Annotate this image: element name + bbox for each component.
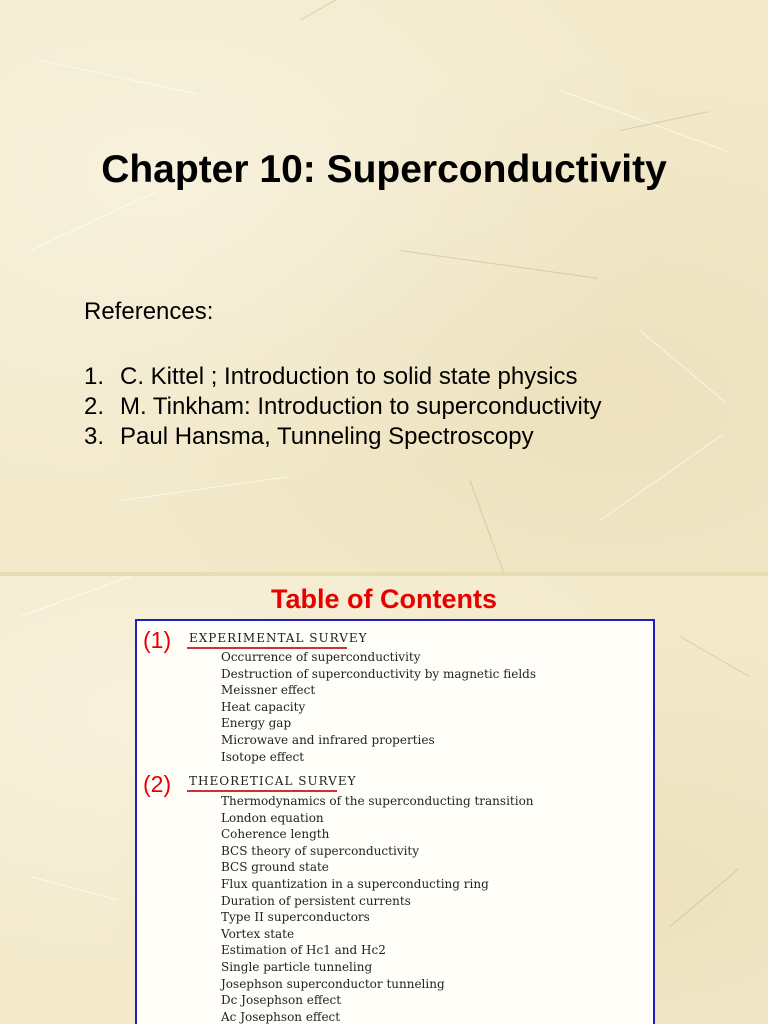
reference-text: Paul Hansma, Tunneling Spectroscopy <box>120 423 534 450</box>
toc-item: Vortex state <box>221 926 295 941</box>
toc-item: London equation <box>221 810 324 825</box>
toc-item: Coherence length <box>221 827 330 842</box>
toc-item: Josephson superconductor tunneling <box>221 976 445 991</box>
toc-box <box>135 619 655 1024</box>
toc-item: Type II superconductors <box>221 910 370 925</box>
slide-title: Chapter 10: Superconductivity <box>101 148 667 191</box>
toc-item: Meissner effect <box>221 683 316 698</box>
toc-item: Isotope effect <box>221 749 305 764</box>
reference-item <box>84 392 602 422</box>
toc-item: Ac Josephson effect <box>221 1009 341 1024</box>
section-marker: (2) <box>143 771 172 797</box>
references-list <box>84 362 602 452</box>
toc-item: Duration of persistent currents <box>221 893 411 908</box>
toc-section-list <box>221 793 534 1024</box>
toc-title: Table of Contents <box>271 584 497 614</box>
reference-text: M. Tinkham: Introduction to superconductivity <box>120 393 602 420</box>
toc-item: Thermodynamics of the superconducting transition <box>221 794 534 808</box>
toc-item: Occurrence of superconductivity <box>221 650 421 664</box>
toc-item: Single particle tunneling <box>221 959 373 974</box>
section-heading: THEORETICAL SURVEY <box>189 774 357 788</box>
reference-number: 1. <box>84 363 105 390</box>
section-heading: EXPERIMENTAL SURVEY <box>189 631 368 645</box>
toc-item: Destruction of superconductivity by magnetic fields <box>221 666 536 681</box>
toc-item: Estimation of Hc1 and Hc2 <box>221 943 386 958</box>
reference-number: 2. <box>84 393 105 420</box>
toc-item: BCS theory of superconductivity <box>221 843 420 858</box>
toc-item: BCS ground state <box>221 860 329 875</box>
reference-number: 3. <box>84 423 105 450</box>
toc-item: Dc Josephson effect <box>221 993 342 1008</box>
toc-item: Flux quantization in a superconducting ring <box>221 876 489 891</box>
toc-slide <box>0 576 768 1024</box>
toc-section-list <box>221 649 536 765</box>
reference-text: C. Kittel ; Introduction to solid state physics <box>120 363 578 390</box>
references-label: References: <box>84 298 214 325</box>
section-heading-underline <box>187 790 337 792</box>
toc-item: Energy gap <box>221 716 292 731</box>
toc-item: Heat capacity <box>221 699 306 714</box>
toc-item: Microwave and infrared properties <box>221 732 435 747</box>
reference-item <box>84 422 602 452</box>
reference-item <box>84 362 602 392</box>
section-marker: (1) <box>143 627 172 653</box>
